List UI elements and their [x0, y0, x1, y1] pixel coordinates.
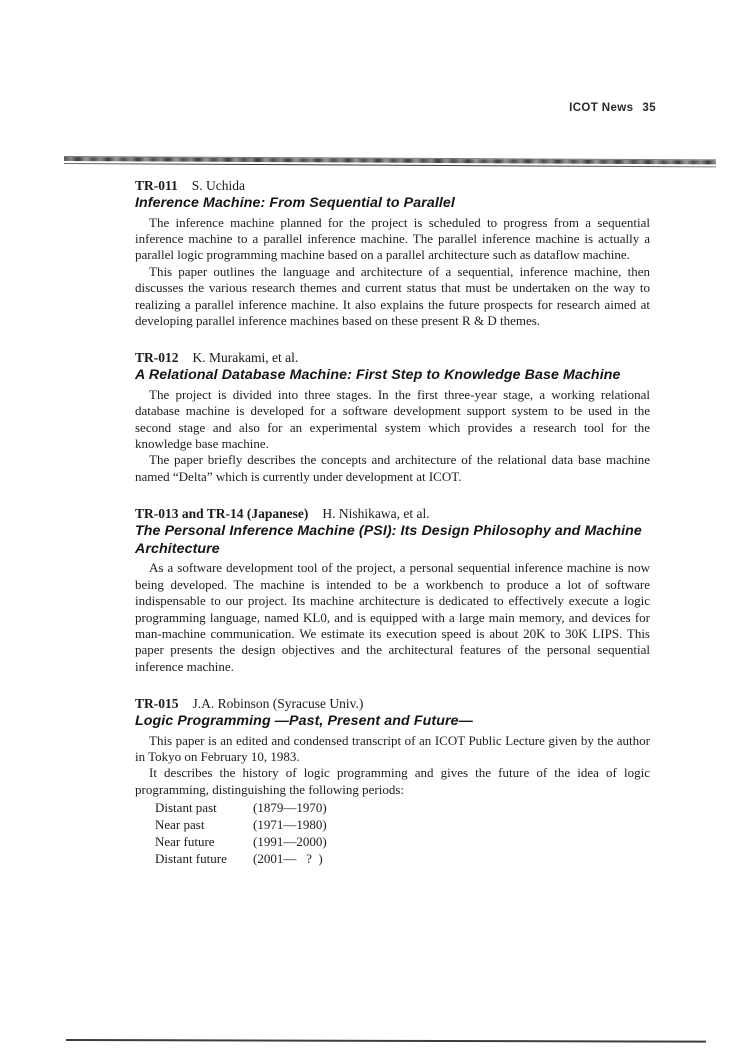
section-heading [135, 349, 650, 366]
period-range: (1971—1980) [253, 817, 327, 833]
period-label: Near past [155, 817, 205, 833]
abstracts-column [135, 177, 650, 887]
report-id: TR-011 [135, 178, 178, 193]
period-row [135, 816, 650, 833]
report-id: TR-013 and TR-14 (Japanese) [135, 506, 309, 522]
bottom-page-edge-line [66, 1039, 706, 1043]
section-heading [135, 505, 650, 522]
period-range: (1879—1970) [253, 800, 327, 816]
period-row [135, 850, 650, 867]
report-id: TR-015 [135, 696, 179, 712]
report-id: TR-012 [135, 350, 179, 366]
report-title: Logic Programming —Past, Present and Future— [135, 713, 473, 730]
report-title: Inference Machine: From Sequential to Parallel [135, 195, 455, 211]
period-label: Near future [155, 834, 215, 850]
abstract-paragraph: As a software development tool of the project, a personal sequential inference machine is now being developed. The machine is intended to be a workbench to produce a lot of software indispensable to our project. Its machine architecture is dedicated to effectively execute a logic programming language, named KL0, and is equipped with a large main memory, and devices for man-machine communication. We estimate its execution speed is about 20K to 30K LIPS. This paper presents the design objectives and the architectural features of the personal sequential inference machine. [135, 560, 650, 674]
periods-list [135, 799, 650, 867]
report-authors: H. Nishikawa, et al. [322, 506, 430, 522]
section-heading [135, 177, 650, 194]
period-range: (1991—2000) [253, 834, 327, 850]
abstract-paragraph: The project is divided into three stages. In the first three-year stage, a working relational database machine is developed for a software development support system to be used in the second stage and also for an experimental system which provides a research tool for the knowledge base machine. [135, 386, 650, 452]
section-tr-015 [135, 695, 650, 867]
top-horizontal-rule [64, 156, 716, 167]
period-label: Distant future [155, 851, 227, 867]
running-header [569, 102, 656, 114]
report-title: A Relational Database Machine: First Step to Knowledge Base Machine [135, 367, 621, 384]
section-tr-013 [135, 505, 650, 675]
report-title: The Personal Inference Machine (PSI): Its Design Philosophy and Machine Architecture [135, 523, 642, 557]
abstract-paragraph: This paper is an edited and condensed transcript of an ICOT Public Lecture given by the author in Tokyo on February 10, 1983. [135, 732, 650, 765]
page-number: 35 [642, 102, 656, 114]
section-heading [135, 695, 650, 712]
abstract-paragraph: It describes the history of logic programming and gives the future of the idea of logic programming, distinguishing the following periods: [135, 765, 650, 797]
report-authors: J.A. Robinson (Syracuse Univ.) [192, 696, 364, 712]
abstract-paragraph: The inference machine planned for the project is scheduled to progress from a sequential inference machine to a parallel inference machine. The parallel inference machine is actually a parallel logic programming machine based on a parallel architecture such as dataflow machine. [135, 214, 650, 263]
period-range: (2001— ? ) [253, 851, 323, 867]
abstract-paragraph: This paper outlines the language and architecture of a sequential, inference machine, then discusses the various research themes and current status that must be undertaken on the way to realizing a parallel inference machine. It also explains the future prospects for research aimed at developing parallel inference machines based on these present R & D themes. [135, 263, 650, 328]
period-label: Distant past [155, 800, 217, 816]
report-authors: S. Uchida [191, 178, 246, 193]
period-row [135, 833, 650, 850]
journal-name: ICOT News [569, 102, 634, 114]
abstract-paragraph: The paper briefly describes the concepts and architecture of the relational data base machine named “Delta” which is currently under development at ICOT. [135, 452, 650, 484]
period-row [135, 799, 650, 816]
section-tr-012 [135, 349, 650, 485]
section-tr-011 [135, 177, 650, 329]
report-authors: K. Murakami, et al. [192, 350, 299, 366]
